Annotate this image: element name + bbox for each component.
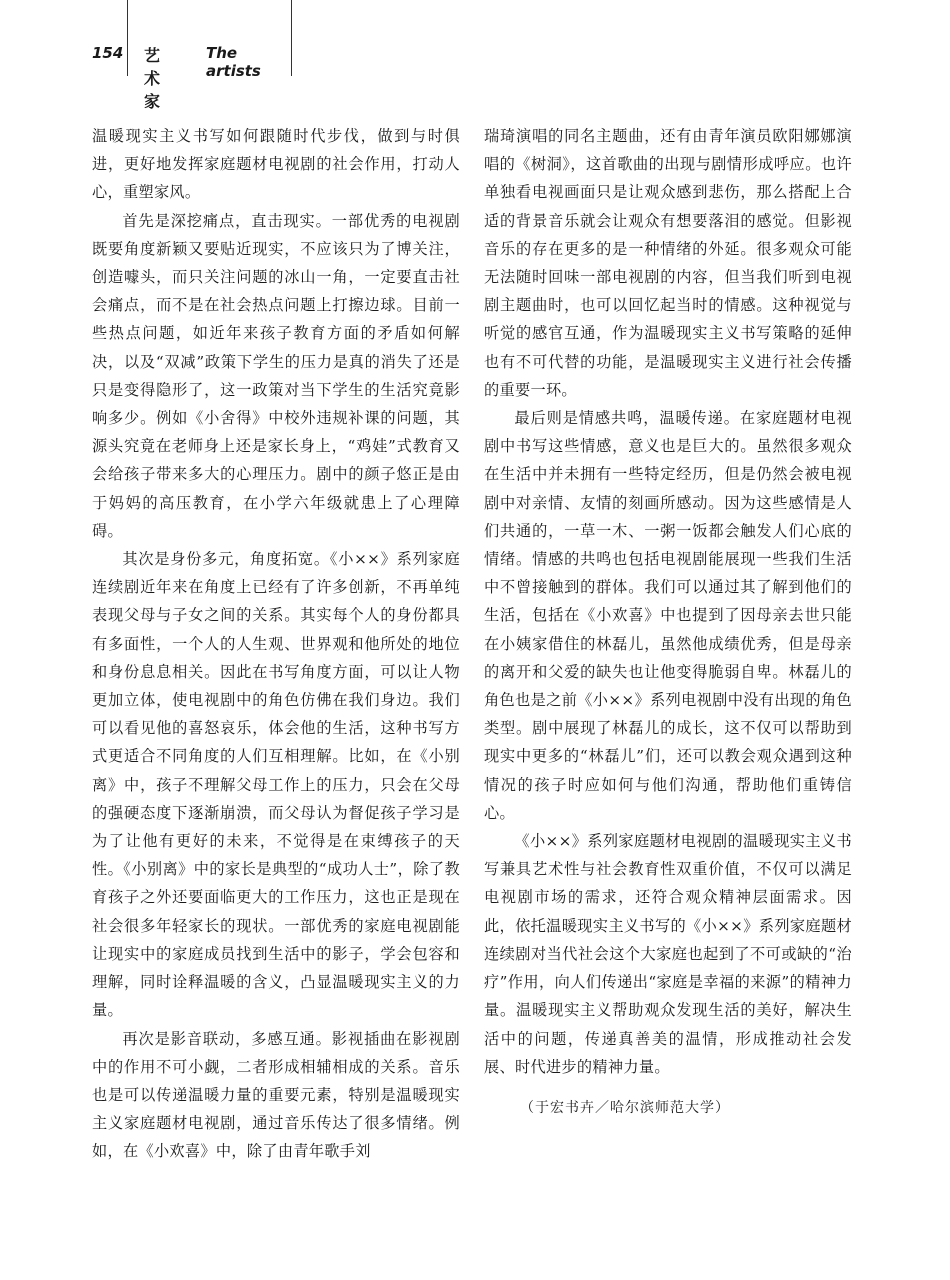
author-byline: （于宏书卉／哈尔滨师范大学） — [520, 1100, 730, 1116]
paragraph: 最后则是情感共鸣，温暖传递。在家庭题材电视剧中书写这些情感，意义也是巨大的。虽然很多观众在生活中并未拥有一些特定经历，但是仍然会被电视剧中对亲情、友情的刻画所感动。因为这些感情是人们共通的，一草一木、一粥一饭都会触发人们心底的情绪。情感的共鸣也包括电视剧能展现一些我们生活中不曾接触到的群体。我们可以通过其了解到他们的生活，包括在《小欢喜》中也提到了因母亲去世只能在小姨家借住的林磊儿，虽然他成绩优秀，但是母亲的离开和父爱的缺失也让他变得脆弱自卑。林磊儿的角色也是之前《小××》系列电视剧中没有出现的角色类型。剧中展现了林磊儿的成长，这不仅可以帮助到现实中更多的“林磊儿”们，还可以教会观众遇到这种情况的孩子时应如何与他们沟通，帮助他们重铸信心。 — [484, 409, 852, 822]
page-number: 154 — [92, 44, 124, 62]
magazine-title-en: The artists — [206, 44, 261, 80]
magazine-title-cn: 艺术家 — [144, 46, 161, 111]
paragraph: 其次是身份多元，角度拓宽。《小××》系列家庭连续剧近年来在角度上已经有了许多创新，不再单纯表现父母与子女之间的关系。其实每个人的身份都具有多面性，一个人的人生观、世界观和他所处的地位和身份息息相关。因此在书写角度方面，可以让人物更加立体，使电视剧中的角色仿佛在我们身边。我们可以看见他的喜怒哀乐，体会他的生活，这种书写方式更适合不同角度的人们互相理解。比如，在《小别离》中，孩子不理解父母工作上的压力，只会在父母的强硬态度下逐渐崩溃，而父母认为督促孩子学习是为了让他有更好的未来，不觉得是在束缚孩子的天性。《小别离》中的家长是典型的“成功人士”，除了教育孩子之外还要面临更大的工作压力，这也正是现在社会很多年轻家长的现状。一部优秀的家庭电视剧能让现实中的家庭成员找到生活中的影子，学会包容和理解，同时诠释温暖的含义，凸显温暖现实主义的力量。 — [92, 550, 460, 1020]
right-column — [484, 122, 852, 1081]
paragraph: 温暖现实主义书写如何跟随时代步伐，做到与时俱进，更好地发挥家庭题材电视剧的社会作用，打动人心，重塑家风。 — [92, 127, 460, 202]
header-rule-left — [127, 0, 128, 76]
paragraph: 首先是深挖痛点，直击现实。一部优秀的电视剧既要角度新颖又要贴近现实，不应该只为了博关注，创造噱头，而只关注问题的冰山一角，一定要直击社会痛点，而不是在社会热点问题上打擦边球。目前一些热点问题，如近年来孩子教育方面的矛盾如何解决，以及“双减”政策下学生的压力是真的消失了还是只是变得隐形了，这一政策对当下学生的生活究竟影响多少。例如《小舍得》中校外违规补课的问题，其源头究竟在老师身上还是家长身上，“鸡娃”式教育又会给孩子带来多大的心理压力。剧中的颜子悠正是由于妈妈的高压教育，在小学六年级就患上了心理障碍。 — [92, 211, 460, 540]
paragraph: 瑞琦演唱的同名主题曲，还有由青年演员欧阳娜娜演唱的《树洞》，这首歌曲的出现与剧情形成呼应。也许单独看电视画面只是让观众感到悲伤，那么搭配上合适的背景音乐就会让观众有想要落泪的感觉。但影视音乐的存在更多的是一种情绪的外延。很多观众可能无法随时回味一部电视剧的内容，但当我们听到电视剧主题曲时，也可以回忆起当时的情感。这种视觉与听觉的感官互通，作为温暖现实主义书写策略的延伸也有不可代替的功能，是温暖现实主义进行社会传播的重要一环。 — [484, 127, 852, 399]
paragraph: 《小××》系列家庭题材电视剧的温暖现实主义书写兼具艺术性与社会教育性双重价值，不仅可以满足电视剧市场的需求，还符合观众精神层面需求。因此，依托温暖现实主义书写的《小××》系列家庭题材连续剧对当代社会这个大家庭也起到了不可或缺的“治疗”作用，向人们传递出“家庭是幸福的来源”的精神力量。温暖现实主义帮助观众发现生活的美好，解决生活中的问题，传递真善美的温情，形成推动社会发展、时代进步的精神力量。 — [484, 832, 852, 1076]
header-rule-right — [291, 0, 292, 76]
paragraph: 再次是影音联动，多感互通。影视插曲在影视剧中的作用不可小觑，二者形成相辅相成的关系。音乐也是可以传递温暖力量的重要元素，特别是温暖现实主义家庭题材电视剧，通过音乐传达了很多情绪。例如，在《小欢喜》中，除了由青年歌手刘 — [92, 1029, 460, 1161]
left-column — [92, 122, 460, 1166]
